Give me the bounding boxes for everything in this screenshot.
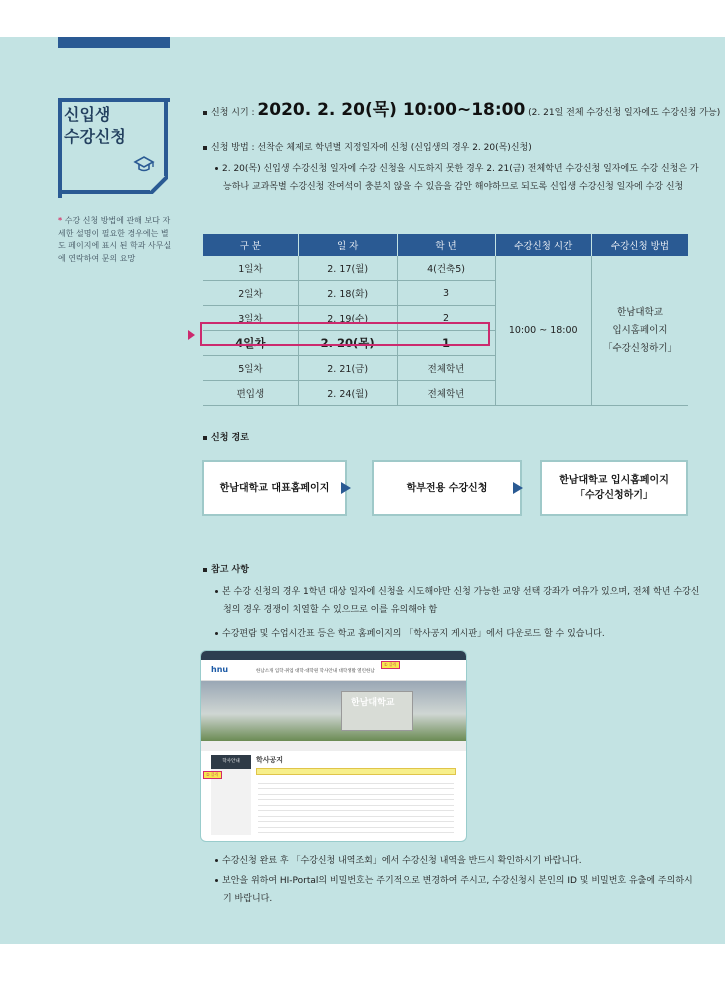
note-item [215, 872, 701, 908]
schedule-table [203, 234, 688, 406]
cell-date: 2. 18(화) [298, 281, 397, 306]
period-line [203, 95, 720, 120]
note-item [215, 583, 701, 619]
method-bullet [215, 160, 701, 196]
note-star: * [58, 216, 63, 225]
side-note [58, 215, 173, 265]
route-step-3-line1: 한남대학교 입시홈페이지 [559, 475, 669, 486]
dot-bullet-icon [215, 859, 218, 862]
dot-bullet-icon [215, 879, 218, 882]
screenshot-sidenav-header: 학사안내 [211, 755, 251, 769]
cell-grade: 전체학년 [397, 381, 495, 406]
period-value: 2020. 2. 20(목) 10:00~18:00 [257, 100, 526, 120]
top-accent-bar [58, 37, 170, 48]
route-step-3 [540, 460, 688, 516]
square-bullet-icon [203, 146, 207, 150]
screenshot-banner-text: 한남대학교 [351, 698, 395, 708]
route-label: 신청 경로 [211, 433, 249, 443]
cell-method [591, 256, 688, 406]
note-item [215, 852, 701, 870]
note-item [215, 625, 701, 643]
side-title [64, 104, 154, 148]
screenshot-annotation-1: ① 클릭 [381, 661, 400, 669]
square-bullet-icon [203, 436, 207, 440]
screenshot-notice-bar [256, 768, 456, 775]
method-bullet-text: 2. 20(목) 신입생 수강신청 일자에 수강 신청을 시도하지 못한 경우 2. 21(금) 전체학년 수강신청 일자에도 수강 신청은 가능하나 교과목별 수강신청 잔여석이 충분치 않을 수 있음을 감안 해야하므로 되도록 신입생 수강신청 일자에 수강 신청 [222, 164, 699, 192]
period-note: (2. 21일 전체 수강신청 일자에도 수강신청 가능) [525, 108, 721, 118]
dot-bullet-icon [215, 632, 218, 635]
cell-date: 2. 21(금) [298, 356, 397, 381]
square-bullet-icon [203, 111, 207, 115]
cell-div: 3일차 [203, 306, 298, 331]
side-title-line1: 신입생 [64, 105, 111, 124]
route-step-2 [372, 460, 522, 516]
cell-date: 2. 20(목) [298, 331, 397, 356]
highlight-frame [200, 322, 490, 346]
cell-div: 1일차 [203, 256, 298, 281]
screenshot-body [256, 755, 456, 835]
arrow-right-icon [513, 482, 523, 494]
side-note-text: 수강 신청 방법에 관해 보다 자세한 설명이 필요한 경우에는 별도 페이지에 표시 된 학과 사무실에 연락하여 문의 요망 [58, 216, 172, 263]
cell-date: 2. 17(월) [298, 256, 397, 281]
route-step-1-label: 한남대학교 대표홈페이지 [219, 482, 330, 494]
table-row [203, 256, 688, 281]
col-header: 일 자 [298, 234, 397, 256]
side-frame-corner [150, 176, 168, 194]
screenshot-topnav [201, 651, 466, 660]
cell-grade: 1 [397, 331, 495, 356]
cell-date: 2. 24(월) [298, 381, 397, 406]
note-text: 수강신청 완료 후 「수강신청 내역조회」에서 수강신청 내역을 반드시 확인하시기 바랍니다. [222, 856, 582, 866]
cell-div: 2일차 [203, 281, 298, 306]
screenshot-list [256, 778, 456, 833]
screenshot-menu-text: 한남소개 입학·취업 대학·대학원 학사안내 대학생활 열린한남 [256, 669, 375, 674]
method-line3: 「수강신청하기」 [602, 342, 677, 354]
col-header: 수강신청 방법 [591, 234, 688, 256]
screenshot-menu [201, 660, 466, 681]
cell-grade: 2 [397, 306, 495, 331]
arrow-right-icon [341, 482, 351, 494]
cell-grade: 4(건축5) [397, 256, 495, 281]
cell-date: 2. 19(수) [298, 306, 397, 331]
screenshot-annotation-2: ② 클릭 [203, 771, 222, 779]
cell-grade: 전체학년 [397, 356, 495, 381]
homepage-screenshot [200, 650, 467, 842]
cell-div: 5일차 [203, 356, 298, 381]
cell-time: 10:00 ~ 18:00 [495, 256, 591, 406]
note-text: 본 수강 신청의 경우 1학년 대상 일자에 신청을 시도해야만 신청 가능한 교양 선택 강좌가 여유가 있으며, 전체 학년 수강신청의 경우 경쟁이 치열할 수 있으므로 이를 유의해야 함 [222, 587, 700, 615]
dot-bullet-icon [215, 167, 218, 170]
route-step-3-line2: 「수강신청하기」 [575, 490, 653, 501]
graduation-cap-icon [133, 155, 155, 175]
notes-heading [203, 562, 249, 575]
cell-div: 편입생 [203, 381, 298, 406]
method-line2: 입시홈페이지 [612, 324, 668, 336]
route-heading [203, 430, 249, 443]
col-header: 구 분 [203, 234, 298, 256]
method-line [203, 140, 532, 153]
square-bullet-icon [203, 568, 207, 572]
cell-grade: 3 [397, 281, 495, 306]
side-frame-right [164, 98, 168, 176]
notes-label: 참고 사항 [211, 565, 249, 575]
note-text: 수강편람 및 수업시간표 등은 학교 홈페이지의 「학사공지 게시판」에서 다운로드 할 수 있습니다. [222, 629, 605, 639]
note-text: 보안을 위하여 HI-Portal의 비밀번호는 주기적으로 변경하여 주시고, 수강신청시 본인의 ID 및 비밀번호 유출에 주의하시기 바랍니다. [222, 876, 693, 904]
screenshot-logo: hnu [211, 665, 229, 674]
screenshot-breadcrumb [201, 741, 466, 751]
route-step-2-label: 학부전용 수강신청 [406, 482, 488, 494]
route-step-1 [202, 460, 347, 516]
dot-bullet-icon [215, 590, 218, 593]
col-header: 학 년 [397, 234, 495, 256]
screenshot-banner [201, 681, 466, 741]
side-title-line2: 수강신청 [64, 127, 126, 146]
highlight-arrow-icon [188, 330, 195, 340]
col-header: 수강신청 시간 [495, 234, 591, 256]
period-label: 신청 시기 : [211, 108, 258, 118]
side-frame-bottom [58, 190, 150, 194]
cell-div: 4일차 [203, 331, 298, 356]
screenshot-page-title: 학사공지 [256, 756, 284, 764]
method-line1: 한남대학교 [617, 306, 663, 318]
method-label: 신청 방법 : 선착순 체제로 학년별 지정일자에 신청 (신입생의 경우 2. 20(목)신청) [211, 143, 532, 153]
